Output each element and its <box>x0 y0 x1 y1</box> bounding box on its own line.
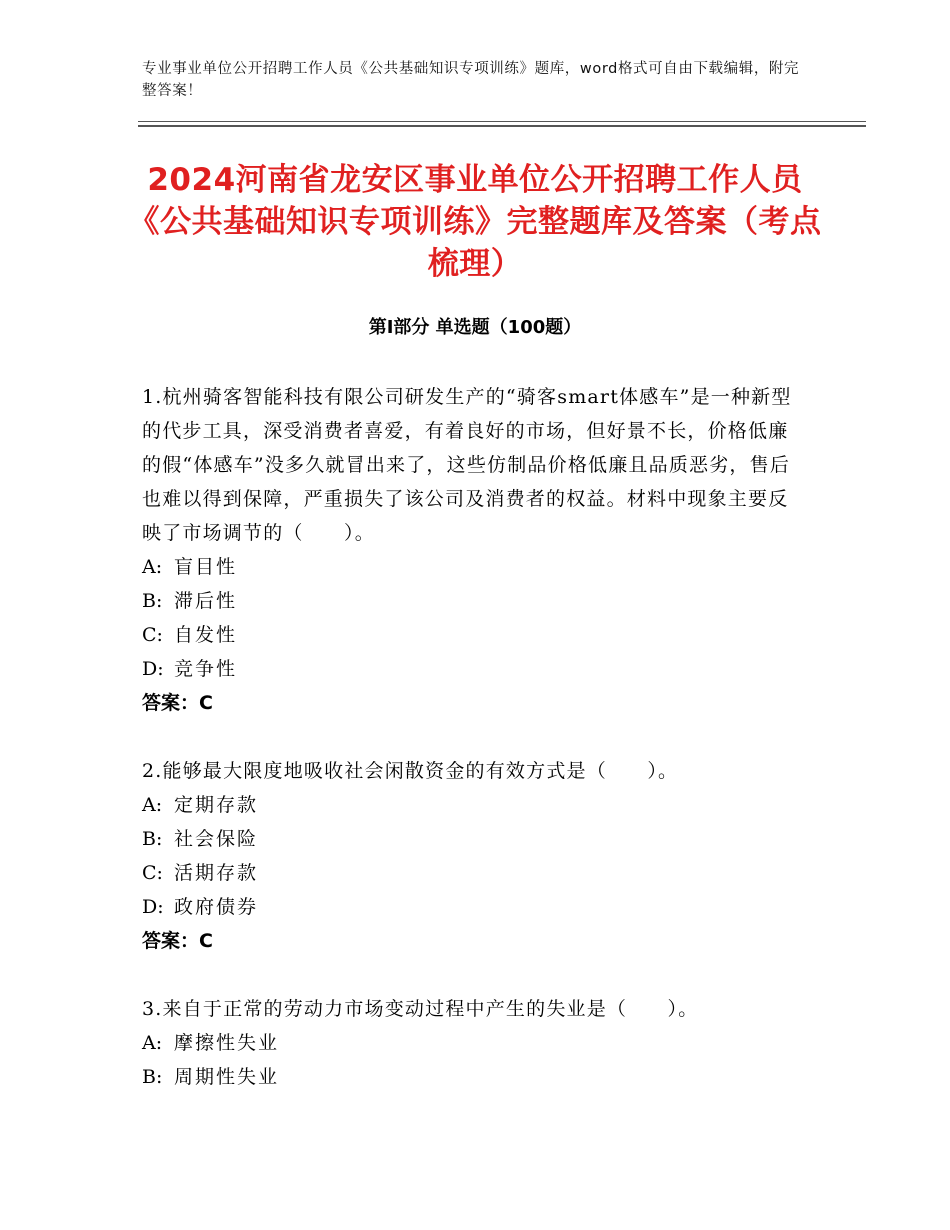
option-text: 周期性失业 <box>174 1066 280 1088</box>
question-2 <box>142 754 802 958</box>
option-text: 政府债券 <box>174 896 259 918</box>
question-stem: 2.能够最大限度地吸收社会闲散资金的有效方式是（ ）。 <box>142 760 679 782</box>
option-d <box>142 890 802 924</box>
header-divider-thin <box>138 121 866 122</box>
question-3 <box>142 992 802 1094</box>
option-key: D: <box>142 658 164 680</box>
option-key: B: <box>142 590 163 612</box>
option-key: B: <box>142 828 163 850</box>
option-c <box>142 856 802 890</box>
option-key: C: <box>142 862 163 884</box>
option-b <box>142 822 802 856</box>
option-text: 竞争性 <box>174 658 238 680</box>
question-list <box>142 380 802 1128</box>
option-c <box>142 618 802 652</box>
answer: 答案：C <box>142 930 213 952</box>
option-text: 摩擦性失业 <box>174 1032 280 1054</box>
option-a <box>142 788 802 822</box>
header-divider-thick <box>138 125 866 127</box>
answer: 答案：C <box>142 692 213 714</box>
option-key: D: <box>142 896 164 918</box>
section-heading: 第Ⅰ部分 单选题（100题） <box>368 317 582 338</box>
option-key: C: <box>142 624 163 646</box>
option-text: 社会保险 <box>174 828 259 850</box>
option-key: A: <box>142 1032 163 1054</box>
option-b <box>142 584 802 618</box>
option-a <box>142 550 802 584</box>
question-stem: 1.杭州骑客智能科技有限公司研发生产的“骑客smart体感车”是一种新型的代步工具，深受消费者喜爱，有着良好的市场，但好景不长，价格低廉的假“体感车”没多久就冒出来了，这些仿制品价格低廉且品质恶劣，售后也难以得到保障，严重损失了该公司及消费者的权益。材料中现象主要反映了市场调节的（ ）。 <box>142 386 792 544</box>
header-note: 专业事业单位公开招聘工作人员《公共基础知识专项训练》题库，word格式可自由下载编辑，附完整答案！ <box>142 61 800 99</box>
question-stem: 3.来自于正常的劳动力市场变动过程中产生的失业是（ ）。 <box>142 998 699 1020</box>
option-text: 活期存款 <box>174 862 259 884</box>
option-text: 盲目性 <box>174 556 238 578</box>
option-d <box>142 652 802 686</box>
option-b <box>142 1060 802 1094</box>
option-a <box>142 1026 802 1060</box>
question-1 <box>142 380 802 720</box>
option-key: B: <box>142 1066 163 1088</box>
document-title: 2024河南省龙安区事业单位公开招聘工作人员《公共基础知识专项训练》完整题库及答案（考点梳理） <box>128 162 822 282</box>
option-key: A: <box>142 794 163 816</box>
option-text: 滞后性 <box>174 590 238 612</box>
option-key: A: <box>142 556 163 578</box>
option-text: 定期存款 <box>174 794 259 816</box>
option-text: 自发性 <box>174 624 238 646</box>
